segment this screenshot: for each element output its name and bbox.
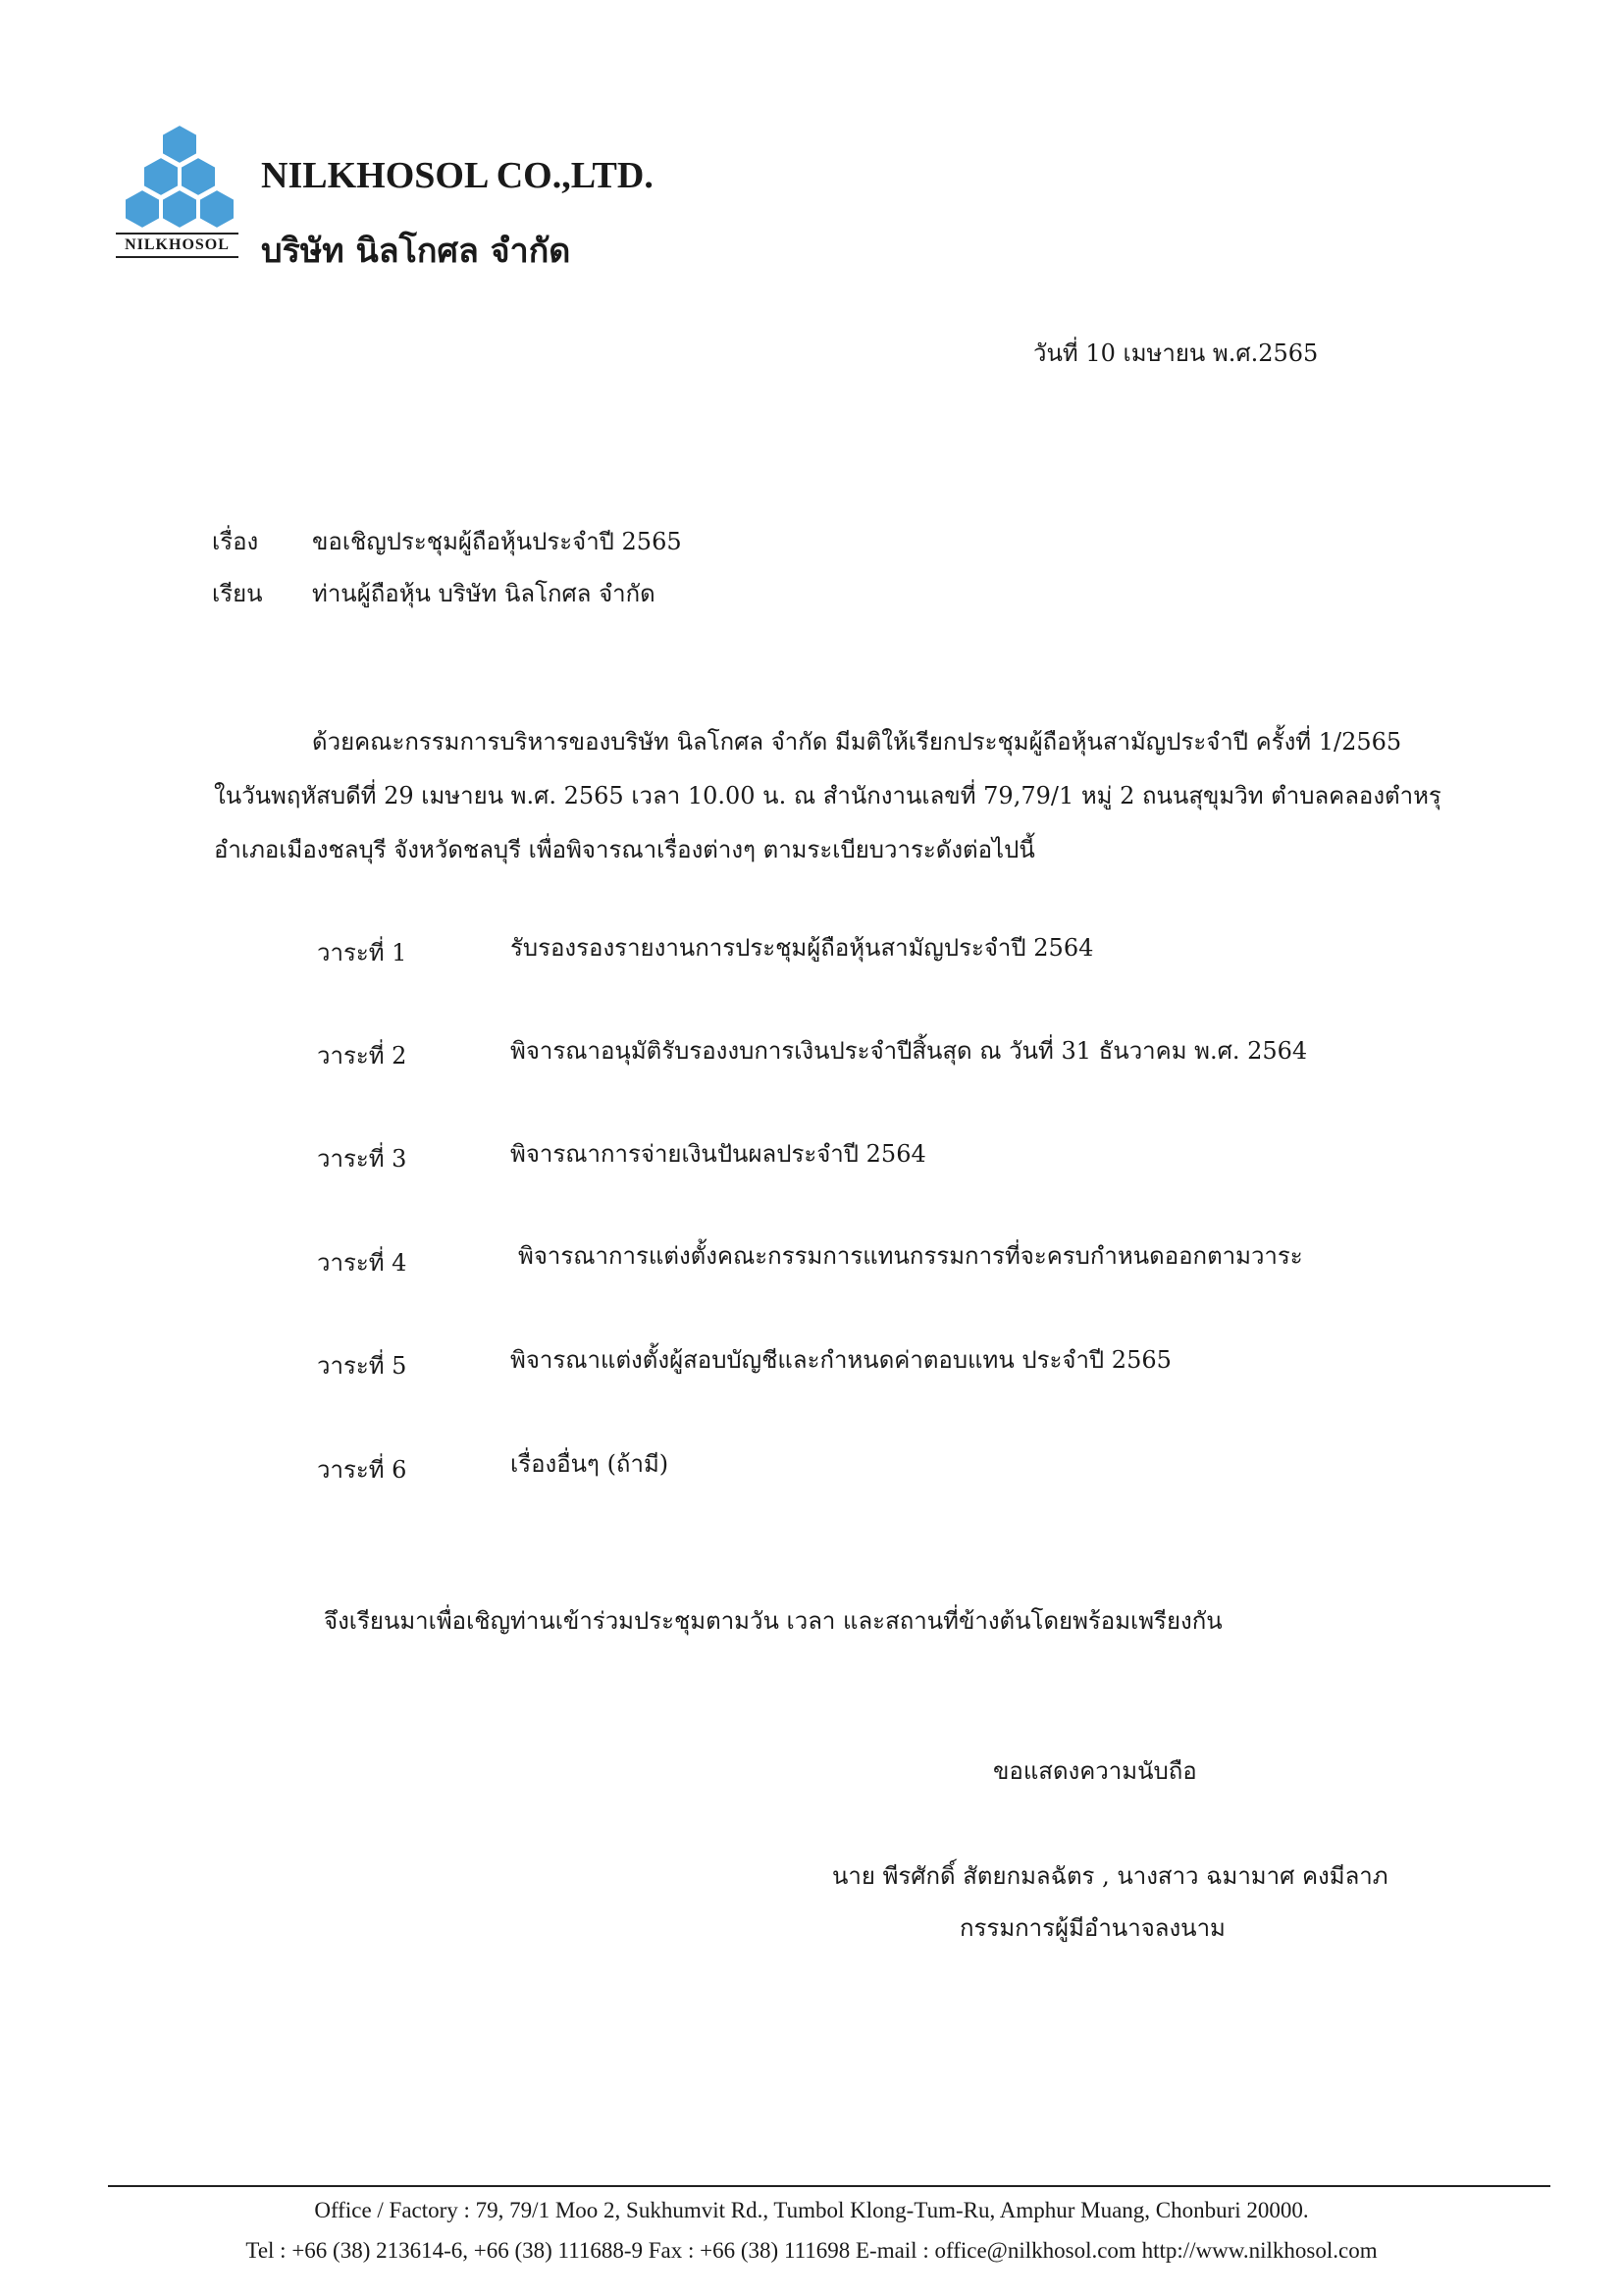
agenda-item-1-number: วาระที่ 1 xyxy=(317,939,407,966)
agenda-item-4-text: พิจารณาการแต่งตั้งคณะกรรมการแทนกรรมการที่จะครบกำหนดออกตามวาระ xyxy=(518,1242,1303,1270)
agenda-item-6-text: เรื่องอื่นๆ (ถ้ามี) xyxy=(510,1450,669,1478)
agenda-item-5-text: พิจารณาแต่งตั้งผู้สอบบัญชีและกำหนดค่าตอบแทน ประจำปี 2565 xyxy=(510,1346,1172,1374)
agenda-item-5-number: วาระที่ 5 xyxy=(317,1352,407,1380)
company-name-th: บริษัท นิลโกศล จำกัด xyxy=(261,232,571,271)
footer-contact: Tel : +66 (38) 213614-6, +66 (38) 111688-9 Fax : +66 (38) 111698 E-mail : office@nilkhosol.com http://www.nilkhosol.com xyxy=(245,2238,1378,2263)
signer-names: นาย พีรศักดิ์ สัตยกมลฉัตร , นางสาว ฉมามาศ คงมีลาภ xyxy=(832,1862,1388,1890)
regards: ขอแสดงความนับถือ xyxy=(993,1757,1197,1785)
recipient-text: ท่านผู้ถือหุ้น บริษัท นิลโกศล จำกัด xyxy=(312,580,655,607)
agenda-item-3-number: วาระที่ 3 xyxy=(317,1145,407,1173)
subject-label: เรื่อง xyxy=(212,528,259,555)
agenda-item-4-number: วาระที่ 4 xyxy=(317,1249,407,1277)
agenda-item-2-text: พิจารณาอนุมัติรับรองงบการเงินประจำปีสิ้นสุด ณ วันที่ 31 ธันวาคม พ.ศ. 2564 xyxy=(510,1037,1308,1065)
closing-sentence: จึงเรียนมาเพื่อเชิญท่านเข้าร่วมประชุมตามวัน เวลา และสถานที่ข้างต้นโดยพร้อมเพรียงกัน xyxy=(324,1607,1223,1635)
recipient-label: เรียน xyxy=(212,580,263,607)
body-line-1: ด้วยคณะกรรมการบริหารของบริษัท นิลโกศล จำกัด มีมติให้เรียกประชุมผู้ถือหุ้นสามัญประจำปี ครั้งที่ 1/2565 xyxy=(312,728,1402,756)
agenda-item-1-text: รับรองรองรายงานการประชุมผู้ถือหุ้นสามัญประจำปี 2564 xyxy=(510,934,1094,962)
agenda-item-3-text: พิจารณาการจ่ายเงินปันผลประจำปี 2564 xyxy=(510,1140,926,1168)
company-name-en: NILKHOSOL CO.,LTD. xyxy=(261,155,654,196)
footer-address: Office / Factory : 79, 79/1 Moo 2, Sukhumvit Rd., Tumbol Klong-Tum-Ru, Amphur Muang, Chonburi 20000. xyxy=(314,2198,1309,2222)
footer-divider xyxy=(108,2185,1550,2187)
agenda-item-6-number: วาระที่ 6 xyxy=(317,1456,407,1484)
body-line-2: ในวันพฤหัสบดีที่ 29 เมษายน พ.ศ. 2565 เวลา 10.00 น. ณ สำนักงานเลขที่ 79,79/1 หมู่ 2 ถนนสุขุมวิท ตำบลคลองตำหรุ xyxy=(214,782,1441,809)
agenda-item-2-number: วาระที่ 2 xyxy=(317,1042,407,1070)
logo-caption: NILKHOSOL xyxy=(116,233,238,258)
signer-title: กรรมการผู้มีอำนาจลงนาม xyxy=(960,1914,1226,1942)
subject-text: ขอเชิญประชุมผู้ถือหุ้นประจำปี 2565 xyxy=(312,528,682,555)
letter-date: วันที่ 10 เมษายน พ.ศ.2565 xyxy=(1033,339,1319,367)
body-line-3: อำเภอเมืองชลบุรี จังหวัดชลบุรี เพื่อพิจารณาเรื่องต่างๆ ตามระเบียบวาระดังต่อไปนี้ xyxy=(214,836,1035,863)
